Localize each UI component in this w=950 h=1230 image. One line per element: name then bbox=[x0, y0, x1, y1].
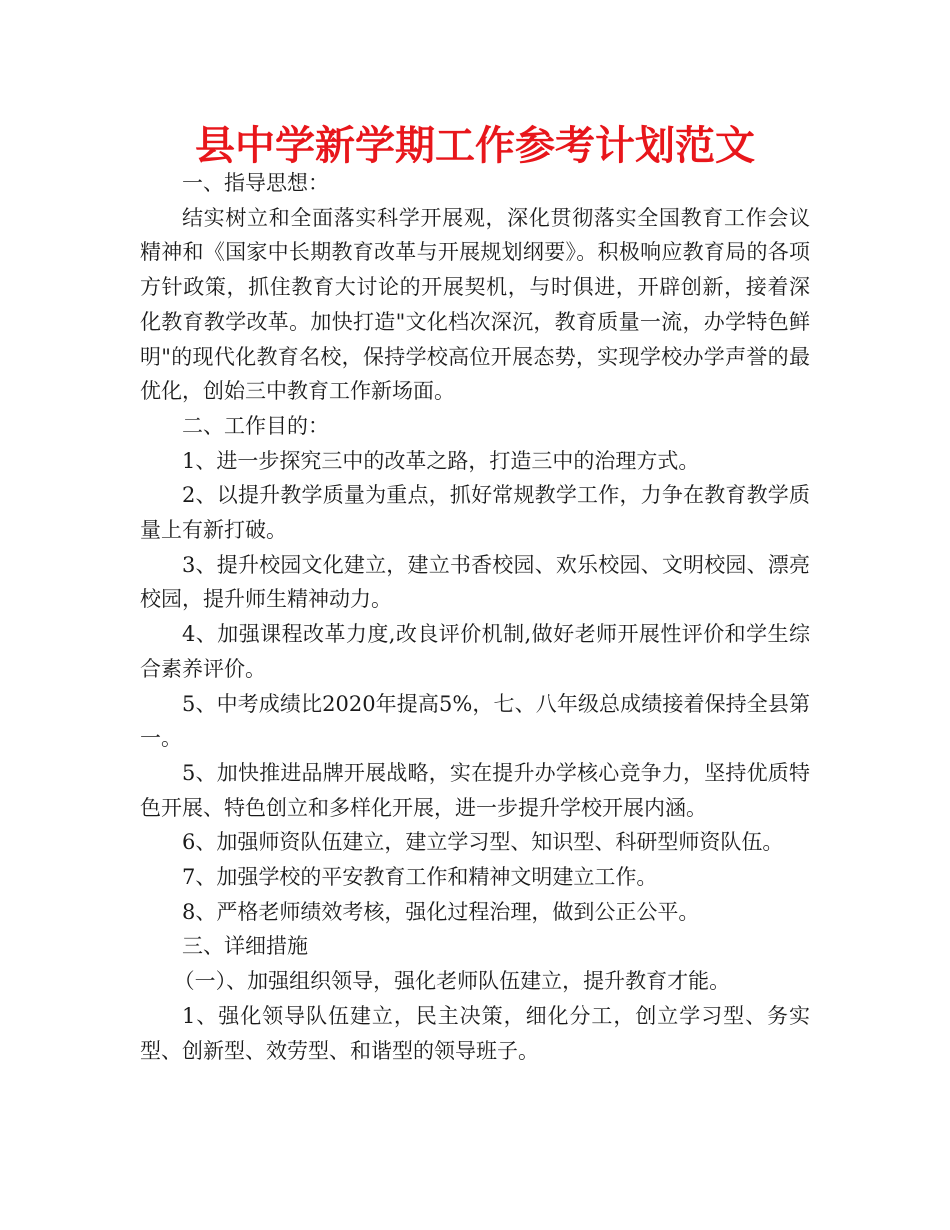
list-item: 2、以提升教学质量为重点，抓好常规教学工作，力争在教育教学质量上有新打破。 bbox=[140, 483, 810, 543]
list-item: 1、强化领导队伍建立，民主决策，细化分工，创立学习型、务实型、创新型、效劳型、和谐型的领导班子。 bbox=[140, 1003, 810, 1063]
list-item: 7、加强学校的平安教育工作和精神文明建立工作。 bbox=[182, 865, 658, 890]
paragraph: 结实树立和全面落实科学开展观，深化贯彻落实全国教育工作会议精神和《国家中长期教育改革与开展规划纲要》。积极响应教育局的各项方针政策，抓住教育大讨论的开展契机，与时俱进，开辟创新，接着深化教育教学改革。加快打造"文化档次深沉，教育质量一流，办学特色鲜明"的现代化教育名校，保持学校高位开展态势，实现学校办学声誉的最优化，创始三中教育工作新场面。 bbox=[140, 205, 810, 404]
list-item: 8、严格老师绩效考核，强化过程治理，做到公正公平。 bbox=[182, 899, 700, 924]
list-item: 1、进一步探究三中的改革之路，打造三中的治理方式。 bbox=[182, 448, 700, 473]
list-item: 5、中考成绩比2020年提高5%，七、八年级总成绩接着保持全县第一。 bbox=[140, 691, 810, 751]
section-heading-work-goals: 二、工作目的： bbox=[182, 413, 329, 438]
section-heading-guiding-thought: 一、指导思想： bbox=[182, 171, 329, 195]
document-body bbox=[140, 166, 810, 1068]
list-item: 4、加强课程改革力度,改良评价机制,做好老师开展性评价和学生综合素养评价。 bbox=[140, 622, 810, 681]
document-title: 县中学新学期工作参考计划范文 bbox=[195, 123, 755, 169]
list-item: 3、提升校园文化建立，建立书香校园、欢乐校园、文明校园、漂亮校园，提升师生精神动力。 bbox=[140, 552, 810, 612]
list-item: 6、加强师资队伍建立，建立学习型、知识型、科研型师资队伍。 bbox=[182, 830, 784, 855]
list-item: 5、加快推进品牌开展战略，实在提升办学核心竞争力，坚持优质特色开展、特色创立和多样化开展，进一步提升学校开展内涵。 bbox=[140, 760, 810, 820]
subsection-heading: （一）、加强组织领导，强化老师队伍建立，提升教育才能。 bbox=[173, 969, 731, 994]
section-heading-measures: 三、详细措施 bbox=[182, 934, 308, 959]
